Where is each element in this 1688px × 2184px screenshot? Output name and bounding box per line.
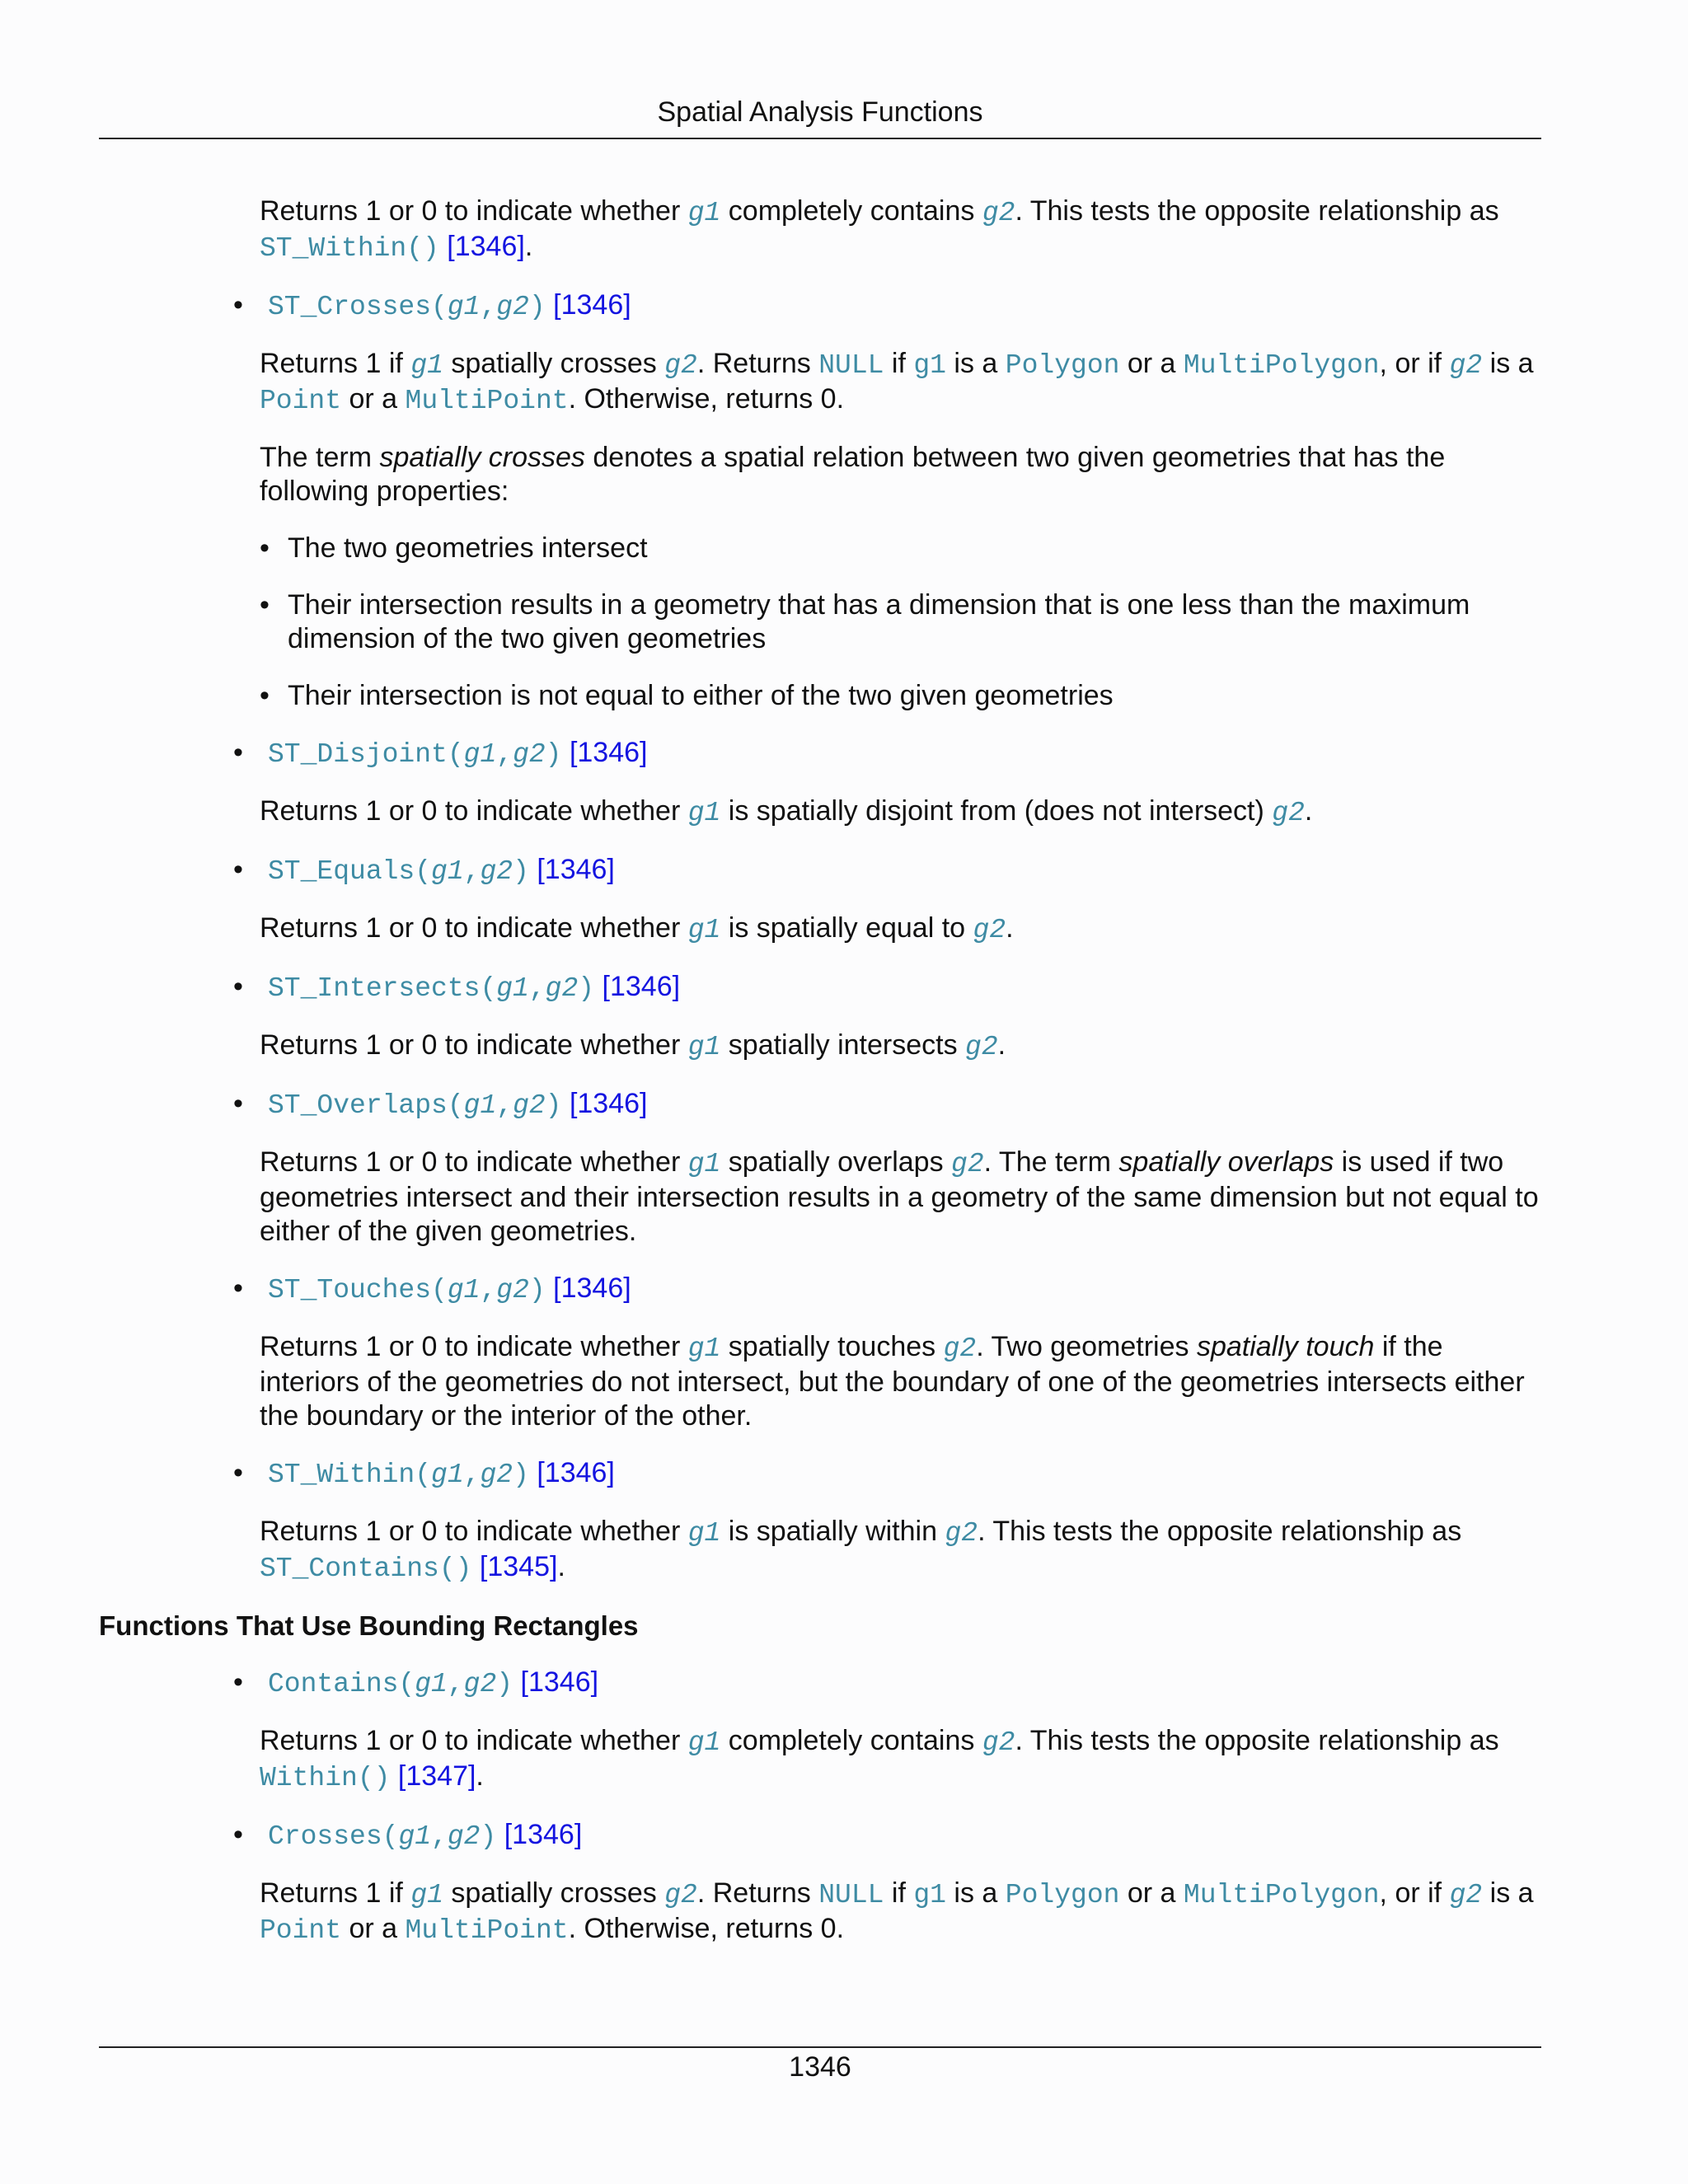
function-signature-st-disjoint[interactable]: ST_Disjoint(g1,g2) <box>268 739 562 770</box>
page-reference-link[interactable]: [1346] <box>520 1666 599 1698</box>
function-item-st-within <box>233 1456 1550 1492</box>
param-g1: g1 <box>687 915 721 945</box>
bullet-icon: • <box>233 1272 243 1304</box>
property-item: • The two geometries intersect <box>260 532 648 564</box>
param-g2: g2 <box>1449 1880 1483 1910</box>
type-link-polygon[interactable]: Polygon <box>1005 1880 1120 1910</box>
bullet-icon: • <box>233 1819 243 1850</box>
param-g1-plain: g1 <box>913 1880 946 1910</box>
bullet-icon: • <box>233 1666 243 1698</box>
param-g1: g1 <box>687 1149 721 1179</box>
null-literal: NULL <box>818 350 884 381</box>
param-g1: g1 <box>410 1880 443 1910</box>
function-signature-st-crosses[interactable]: ST_Crosses(g1,g2) <box>268 292 546 322</box>
intro-description: Returns 1 or 0 to indicate whether g1 completely contains g2. This tests the opposite relationship as ST_Within() [1346]. <box>260 195 1499 264</box>
type-link-multipoint[interactable]: MultiPoint <box>405 386 569 416</box>
page-number: 1346 <box>789 2051 851 2083</box>
null-literal: NULL <box>818 1880 884 1910</box>
param-g2: g2 <box>664 1880 697 1910</box>
page-reference-link[interactable]: [1346] <box>569 737 648 768</box>
footer-rule <box>99 2046 1541 2048</box>
page-reference-link[interactable]: [1346] <box>602 971 681 1002</box>
function-item-st-disjoint <box>233 736 1550 771</box>
function-link-st-within[interactable]: ST_Within() <box>260 233 439 264</box>
page-reference-link[interactable]: [1346] <box>537 854 615 885</box>
page-reference-link[interactable]: [1346] <box>504 1819 583 1850</box>
page-reference-link[interactable]: [1346] <box>553 289 631 321</box>
page-content <box>99 194 1550 1971</box>
running-header: Spatial Analysis Functions <box>657 96 983 128</box>
function-signature-crosses[interactable]: Crosses(g1,g2) <box>268 1821 497 1852</box>
param-g1: g1 <box>410 350 443 381</box>
bullet-icon: • <box>233 289 243 321</box>
function-item-st-intersects <box>233 970 1550 1005</box>
function-item-st-touches <box>233 1272 1550 1307</box>
param-g2: g2 <box>945 1518 978 1549</box>
st-crosses-description: Returns 1 if g1 spatially crosses g2. Returns NULL if g1 is a Polygon or a MultiPolygon, or if g2 is a Point or a MultiPoint. Otherwise, returns 0. <box>260 348 1534 416</box>
bullet-icon: • <box>233 1457 243 1488</box>
page-reference-link[interactable]: [1345] <box>479 1551 558 1582</box>
bullet-icon: • <box>233 1088 243 1119</box>
param-g1: g1 <box>687 1333 721 1364</box>
type-link-multipolygon[interactable]: MultiPolygon <box>1183 1880 1380 1910</box>
param-g2: g2 <box>973 915 1006 945</box>
param-g1: g1 <box>687 198 721 228</box>
st-touches-description: Returns 1 or 0 to indicate whether g1 spatially touches g2. Two geometries spatially touch if the interiors of the geometries do not intersect, but the boundary of one of the geometries intersects either the boundary or the interior of the other. <box>260 1331 1525 1432</box>
param-g1: g1 <box>687 1727 721 1758</box>
function-item-st-crosses <box>233 288 1550 324</box>
function-signature-st-intersects[interactable]: ST_Intersects(g1,g2) <box>268 973 595 1004</box>
function-item-st-equals <box>233 853 1550 888</box>
page-reference-link[interactable]: [1347] <box>397 1760 476 1792</box>
st-disjoint-description: Returns 1 or 0 to indicate whether g1 is spatially disjoint from (does not intersect) g2. <box>260 795 1313 828</box>
param-g1: g1 <box>687 1518 721 1549</box>
st-intersects-description: Returns 1 or 0 to indicate whether g1 spatially intersects g2. <box>260 1029 1006 1062</box>
contains-description: Returns 1 or 0 to indicate whether g1 completely contains g2. This tests the opposite relationship as Within() [1347]. <box>260 1725 1499 1793</box>
param-g2: g2 <box>943 1333 977 1364</box>
param-g2: g2 <box>1449 350 1483 381</box>
param-g2: g2 <box>982 1727 1015 1758</box>
function-item-contains <box>233 1666 1550 1701</box>
bullet-icon: • <box>233 971 243 1002</box>
param-g2: g2 <box>982 198 1015 228</box>
property-item: • Their intersection is not equal to either of the two given geometries <box>260 680 1114 711</box>
page-reference-link[interactable]: [1346] <box>537 1457 615 1488</box>
type-link-polygon[interactable]: Polygon <box>1005 350 1120 381</box>
page-reference-link[interactable]: [1346] <box>569 1088 648 1119</box>
param-g1-plain: g1 <box>913 350 946 381</box>
param-g2: g2 <box>1272 798 1305 828</box>
param-g2: g2 <box>965 1032 998 1062</box>
param-g2: g2 <box>664 350 697 381</box>
param-g1: g1 <box>687 1032 721 1062</box>
bullet-icon: • <box>260 680 270 711</box>
bullet-icon: • <box>260 589 270 621</box>
property-item: • Their intersection results in a geometry that has a dimension that is one less than the maximum dimension of the two given geometries <box>260 589 1470 654</box>
st-within-description: Returns 1 or 0 to indicate whether g1 is spatially within g2. This tests the opposite relationship as ST_Contains() [1345]. <box>260 1516 1462 1584</box>
type-link-point[interactable]: Point <box>260 386 342 416</box>
bullet-icon: • <box>233 854 243 885</box>
page-reference-link[interactable]: [1346] <box>553 1272 631 1304</box>
param-g2: g2 <box>951 1149 984 1179</box>
function-signature-st-overlaps[interactable]: ST_Overlaps(g1,g2) <box>268 1090 562 1121</box>
crosses-description: Returns 1 if g1 spatially crosses g2. Returns NULL if g1 is a Polygon or a MultiPolygon, or if g2 is a Point or a MultiPoint. Otherwise, returns 0. <box>260 1877 1534 1946</box>
function-signature-st-equals[interactable]: ST_Equals(g1,g2) <box>268 856 529 887</box>
function-link-within[interactable]: Within() <box>260 1763 391 1793</box>
st-overlaps-description: Returns 1 or 0 to indicate whether g1 spatially overlaps g2. The term spatially overlaps is used if two geometries intersect and their intersection results in a geometry of the same dimension but not equal to either of the given geometries. <box>260 1146 1539 1247</box>
function-item-crosses <box>233 1818 1550 1854</box>
page-reference-link[interactable]: [1346] <box>447 231 525 262</box>
type-link-multipoint[interactable]: MultiPoint <box>405 1915 569 1946</box>
function-signature-contains[interactable]: Contains(g1,g2) <box>268 1669 513 1699</box>
type-link-multipolygon[interactable]: MultiPolygon <box>1183 350 1380 381</box>
st-equals-description: Returns 1 or 0 to indicate whether g1 is spatially equal to g2. <box>260 912 1014 945</box>
param-g1: g1 <box>687 798 721 828</box>
function-signature-st-touches[interactable]: ST_Touches(g1,g2) <box>268 1275 546 1305</box>
bullet-icon: • <box>260 532 270 564</box>
header-rule <box>99 138 1541 139</box>
spatially-crosses-definition: The term spatially crosses denotes a spatial relation between two given geometries that has the following properties: <box>260 442 1446 507</box>
section-heading: Functions That Use Bounding Rectangles <box>99 1610 639 1641</box>
function-item-st-overlaps <box>233 1087 1550 1122</box>
type-link-point[interactable]: Point <box>260 1915 342 1946</box>
function-link-st-contains[interactable]: ST_Contains() <box>260 1554 472 1584</box>
bullet-icon: • <box>233 737 243 768</box>
function-signature-st-within[interactable]: ST_Within(g1,g2) <box>268 1460 529 1490</box>
